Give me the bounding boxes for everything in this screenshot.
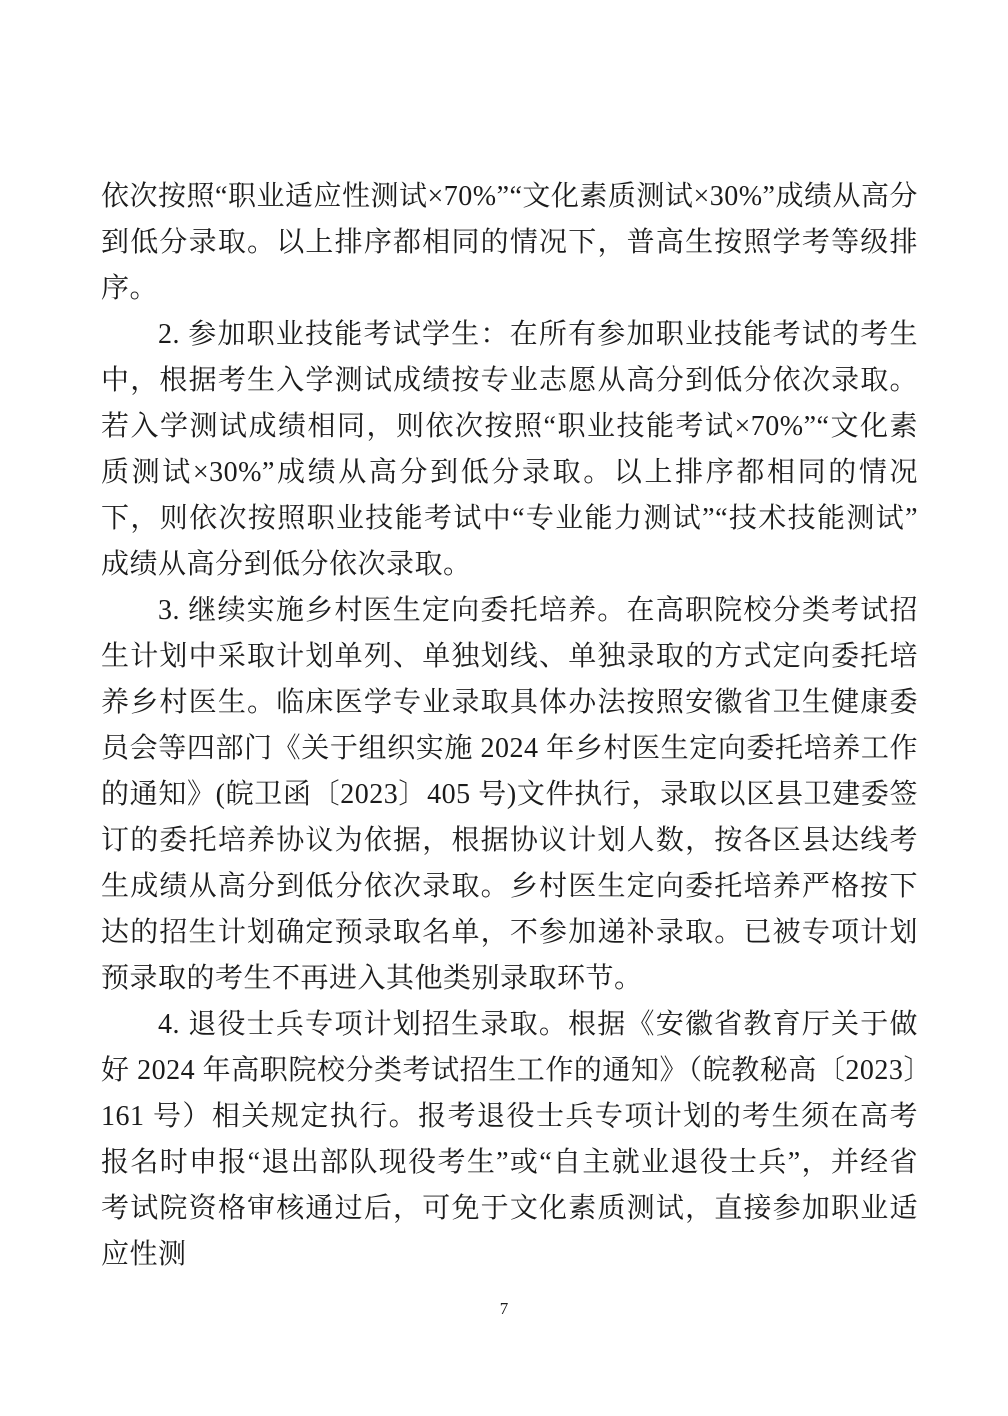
document-body — [101, 174, 918, 1278]
body-paragraph-item-3: 3. 继续实施乡村医生定向委托培养。在高职院校分类考试招生计划中采取计划单列、单独划线、单独录取的方式定向委托培养乡村医生。临床医学专业录取具体办法按照安徽省卫生健康委员会等四部门《关于组织实施 2024 年乡村医生定向委托培养工作的通知》(皖卫函〔2023〕405 号)文件执行，录取以区县卫建委签订的委托培养协议为依据，根据协议计划人数，按各区县达线考生成绩从高分到低分依次录取。乡村医生定向委托培养严格按下达的招生计划确定预录取名单，不参加递补录取。已被专项计划预录取的考生不再进入其他类别录取环节。 — [101, 595, 918, 994]
body-paragraph-continuation: 依次按照“职业适应性测试×70%”“文化素质测试×30%”成绩从高分到低分录取。以上排序都相同的情况下，普高生按照学考等级排序。 — [101, 181, 918, 304]
body-paragraph-item-2: 2. 参加职业技能考试学生：在所有参加职业技能考试的考生中，根据考生入学测试成绩按专业志愿从高分到低分依次录取。若入学测试成绩相同，则依次按照“职业技能考试×70%”“文化素质测试×30%”成绩从高分到低分录取。以上排序都相同的情况下，则依次按照职业技能考试中“专业能力测试”“技术技能测试”成绩从高分到低分依次录取。 — [101, 319, 918, 580]
page-number: 7 — [499, 1299, 509, 1318]
body-paragraph-item-4: 4. 退役士兵专项计划招生录取。根据《安徽省教育厅关于做好 2024 年高职院校分类考试招生工作的通知》（皖教秘高〔2023〕161 号）相关规定执行。报考退役士兵专项计划的考生须在高考报名时申报“退出部队现役考生”或“自主就业退役士兵”，并经省考试院资格审核通过后，可免于文化素质测试，直接参加职业适应性测 — [101, 1009, 918, 1270]
